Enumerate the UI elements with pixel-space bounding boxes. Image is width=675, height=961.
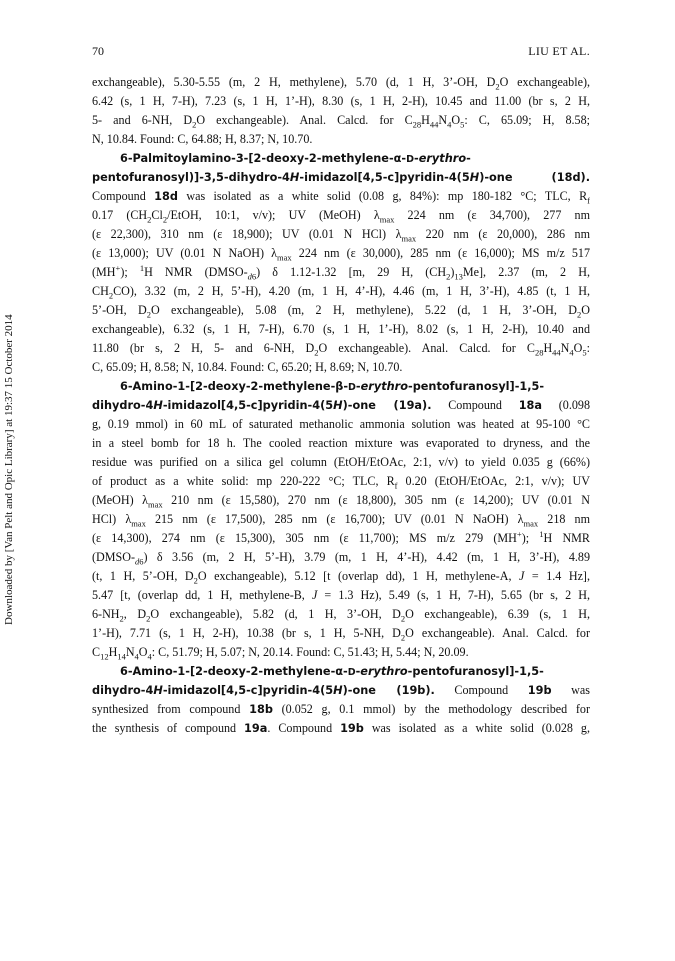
text-segment: N (560, 341, 570, 355)
paragraph-heading-line (92, 662, 590, 681)
paragraph-heading-line (92, 377, 590, 396)
page-header (92, 44, 590, 60)
text-segment: O (581, 303, 590, 317)
text-segment: 14 (117, 651, 126, 662)
text-segment: g, 0.19 mmol) in 60 mL of saturated methanolic ammonia solution was heated at 95-100 °C (92, 417, 590, 431)
text-segment: 210 nm (ε 15,580), 270 nm (ε 18,800), 305 nm (ε 14,200); UV (0.01 N (162, 493, 590, 507)
text-segment: + (516, 529, 522, 539)
text-line (92, 130, 590, 149)
text-segment: , D (123, 607, 147, 621)
text-segment: N (125, 645, 135, 659)
text-segment: = 1.3 Hz), 5.49 (s, 1 H, 7-H), 5.65 (br s, 2 H, (317, 588, 590, 602)
text-segment: 4 (569, 347, 574, 358)
text-segment: 6-Amino-1-[2-deoxy-2-methylene-α- (120, 665, 348, 678)
text-segment: 18b (249, 703, 273, 716)
text-segment: 44 (552, 347, 561, 358)
text-segment: exchangeable), 6.32 (s, 1 H, 7-H), 6.70 (s, 1 H, 1’-H), 8.02 (s, 1 H, 2-H), 10.40 and (92, 322, 590, 336)
text-segment: (MH (92, 265, 116, 279)
text-segment: ) δ 3.56 (m, 2 H, 5’-H), 3.79 (m, 1 H, 4’-H), 4.42 (m, 1 H, 3’-H), 4.89 (143, 550, 590, 564)
page-number: 70 (92, 44, 104, 58)
text-segment: Compound (92, 189, 155, 203)
text-line (92, 700, 590, 719)
text-segment: H NMR (DMSO- (144, 265, 248, 279)
text-segment: 2 (147, 214, 152, 225)
text-segment: 2 (446, 271, 451, 282)
text-segment: max (523, 518, 539, 529)
text-line (92, 320, 590, 339)
text-segment: dihydro-4 (92, 684, 154, 697)
text-segment: max (379, 214, 395, 225)
text-line (92, 548, 590, 567)
text-segment: -imidazol[4,5-c]pyridin-4(5 (162, 684, 334, 697)
text-segment: 215 nm (ε 17,500), 285 nm (ε 16,700); UV (0.01 N NaOH) λ (145, 512, 524, 526)
text-segment: H (333, 399, 343, 412)
text-segment: (ε 13,000); UV (0.01 N NaOH) λ (92, 246, 278, 260)
text-line (92, 643, 590, 662)
text-segment: O (138, 645, 148, 659)
text-segment: 44 (429, 119, 439, 130)
text-segment: 5- and 6-NH, D (92, 113, 193, 127)
text-segment: 28 (534, 347, 544, 358)
text-segment: -imidazol[4,5-c]pyridin-4(5 (162, 399, 334, 412)
text-segment: 6 (251, 271, 257, 282)
text-segment: H (543, 341, 553, 355)
text-segment: 2 (400, 632, 406, 643)
text-line (92, 605, 590, 624)
text-segment: 6-Palmitoylamino-3-[2-deoxy-2-methylene-α- (120, 152, 407, 165)
text-segment: O exchangeable), (499, 75, 590, 89)
text-segment: : C, 65.09; H, 8.58; (464, 113, 590, 127)
text-segment: 11.80 (br s, 2 H, 5- and 6-NH, D (92, 341, 315, 355)
text-segment: D (347, 667, 356, 678)
text-segment: 28 (412, 119, 422, 130)
text-segment: 2 (108, 290, 114, 301)
text-line (92, 491, 590, 510)
text-segment: 13 (454, 271, 463, 282)
text-line (92, 510, 590, 529)
text-line (92, 301, 590, 320)
text-line (92, 73, 590, 92)
text-segment: (ε 22,300), 310 nm (ε 18,900); UV (0.01 N HCl) λ (92, 227, 402, 241)
text-line (92, 586, 590, 605)
text-segment: CO), 3.32 (m, 2 H, 5’-H), 4.20 (m, 1 H, 4’-H), 4.46 (m, 1 H, 3’-H), 4.85 (t, 1 H, (113, 284, 590, 298)
text-segment: Compound (434, 683, 528, 697)
text-segment: O exchangeable), 5.08 (m, 2 H, methylene), 5.22 (d, 1 H, 3’-OH, D (150, 303, 578, 317)
text-line (92, 453, 590, 472)
text-segment: 2 (162, 214, 168, 225)
text-segment: D (348, 382, 356, 393)
text-segment: O exchangeable), 5.82 (d, 1 H, 3’-OH, D (150, 607, 401, 621)
text-segment: O exchangeable), 5.12 [t (overlap dd), 1 H, methylene-A, (197, 569, 519, 583)
text-segment: O (573, 341, 583, 355)
text-segment: 5 (582, 347, 587, 358)
text-line (92, 92, 590, 111)
text-segment: 4 (147, 651, 152, 662)
text-segment: = 1.4 Hz], (524, 569, 590, 583)
text-segment: )-one (18d). (479, 171, 590, 184)
text-segment: erythro (360, 665, 408, 678)
text-segment: O exchangeable). Anal. Calcd. for (405, 626, 590, 640)
text-segment: 6-Amino-1-[2-deoxy-2-methylene-β- (120, 380, 349, 393)
text-line (92, 339, 590, 358)
text-segment: was isolated as a white solid (0.028 g, (363, 721, 590, 735)
text-segment: ); (521, 531, 540, 545)
text-segment: - (466, 152, 471, 165)
text-segment: dihydro-4 (92, 399, 154, 412)
text-segment: H (153, 399, 163, 412)
text-segment: 2 (314, 347, 319, 358)
text-segment: O exchangeable). Anal. Calcd. for C (196, 113, 413, 127)
text-segment: 2 (146, 309, 151, 320)
text-segment: Me], 2.37 (m, 2 H, (462, 265, 590, 279)
text-segment: 2 (495, 81, 500, 92)
text-segment: 224 nm (ε 30,000), 285 nm (ε 16,000); MS m/z 517 (291, 246, 590, 260)
text-segment: HCl) λ (92, 512, 132, 526)
text-segment: + (115, 263, 121, 273)
text-segment: in a steel bomb for 18 h. The cooled reaction mixture was evaporated to dryness, and the (92, 436, 590, 450)
text-segment: H (108, 645, 118, 659)
text-segment: - (414, 152, 419, 165)
text-line (92, 244, 590, 263)
text-segment: 1 (539, 529, 544, 539)
text-segment: H (289, 171, 300, 184)
text-line (92, 282, 590, 301)
text-segment: ) δ 1.12-1.32 [m, 29 H, (CH (256, 265, 447, 279)
text-segment: -imidazol[4,5-c]pyridin-4(5 (299, 171, 470, 184)
text-line (92, 111, 590, 130)
text-segment: f (394, 480, 398, 491)
text-segment: CH (92, 284, 109, 298)
text-segment: (0.098 (542, 398, 590, 412)
text-line (92, 472, 590, 491)
text-line (92, 719, 590, 738)
text-segment: (MeOH) λ (92, 493, 148, 507)
text-segment: 18d (154, 190, 178, 203)
text-segment: J (311, 588, 318, 602)
paragraph-heading-line (92, 149, 590, 168)
text-segment: 0.17 (CH (92, 208, 148, 222)
text-segment: O exchangeable), 6.39 (s, 1 H, (405, 607, 590, 621)
text-segment: - (355, 665, 361, 678)
text-line (92, 358, 590, 377)
text-segment: erythro (418, 152, 467, 165)
text-segment: H (153, 684, 163, 697)
text-segment: synthesized from compound (92, 702, 250, 716)
text-segment: d (135, 556, 140, 567)
text-line (92, 168, 590, 187)
text-line (92, 567, 590, 586)
text-segment: Compound (431, 398, 519, 412)
text-segment: H (333, 684, 343, 697)
text-segment: max (131, 518, 146, 529)
text-segment: : (586, 341, 590, 355)
text-segment: N (438, 113, 448, 127)
text-line (92, 415, 590, 434)
text-segment: max (147, 499, 163, 510)
text-segment: - (355, 380, 361, 393)
text-line (92, 624, 590, 643)
text-segment: max (401, 233, 417, 244)
text-segment: residue was purified on a silica gel column (EtOH/EtOAc, 2:1, v/v) to yield 0.035 g (66%) (92, 455, 590, 469)
text-segment: 12 (100, 651, 109, 662)
text-segment: J (518, 569, 525, 583)
text-segment: 2 (400, 613, 406, 624)
text-segment: ) (450, 265, 455, 279)
text-segment: (0.052 g, 0.1 mmol) by the methodology described for (272, 702, 590, 716)
text-segment: 19a (244, 722, 268, 735)
text-segment: 224 nm (ε 34,700), 277 nm (394, 208, 590, 222)
text-segment: O (451, 113, 461, 127)
text-segment: 0.20 (EtOH/EtOAc, 2:1, v/v); UV (397, 474, 590, 488)
text-line (92, 225, 590, 244)
body-text (92, 73, 590, 738)
text-segment: 18a (518, 399, 543, 412)
text-segment: Cl (151, 208, 163, 222)
text-segment: -pentofuranosyl]-1,5- (407, 665, 544, 678)
text-segment: f (587, 195, 590, 206)
text-line (92, 396, 590, 415)
text-segment: was (551, 683, 590, 697)
text-segment: (DMSO- (92, 550, 136, 564)
text-segment: pentofuranosyl)]-3,5-dihydro-4 (92, 171, 290, 184)
text-line (92, 529, 590, 548)
text-segment: )-one (19a). (342, 399, 432, 412)
text-segment: 2 (119, 613, 124, 624)
text-segment: 2 (146, 613, 151, 624)
text-segment: 2 (193, 575, 198, 586)
text-line (92, 434, 590, 453)
text-segment: of product as a white solid: mp 220-222 °C; TLC, R (92, 474, 395, 488)
running-head: LIU ET AL. (528, 44, 590, 58)
text-segment: 6 (139, 556, 144, 567)
text-segment: H (421, 113, 430, 127)
text-segment: 5 (460, 119, 465, 130)
text-segment: max (277, 252, 292, 263)
text-segment: : C, 51.79; H, 5.07; N, 20.14. Found: C, 51.43; H, 5.44; N, 20.09. (151, 645, 469, 659)
text-segment: )-one (19b). (342, 684, 435, 697)
text-segment: 218 nm (538, 512, 590, 526)
text-segment: . Compound (267, 721, 341, 735)
text-segment: H (469, 171, 480, 184)
text-segment: 2 (192, 119, 197, 130)
text-segment: 6.42 (s, 1 H, 7-H), 7.23 (s, 1 H, 1’-H), 8.30 (s, 1 H, 2-H), 10.45 and 11.00 (br s, 2 H, (92, 94, 590, 108)
text-segment: the synthesis of compound (92, 721, 245, 735)
text-segment: 1’-H), 7.71 (s, 1 H, 2-H), 10.38 (br s, 1 H, 5-NH, D (92, 626, 401, 640)
text-segment: 19b (340, 722, 364, 735)
text-segment: 4 (447, 119, 452, 130)
text-segment: 4 (134, 651, 139, 662)
text-segment: C (92, 645, 101, 659)
text-segment: 5.47 [t, (overlap dd, 1 H, methylene-B, (92, 588, 312, 602)
text-line (92, 206, 590, 225)
text-segment: erythro (360, 380, 408, 393)
text-segment: 1 (139, 263, 145, 273)
text-segment: ); (120, 265, 140, 279)
text-segment: H NMR (543, 531, 590, 545)
text-segment: D (406, 154, 414, 165)
text-line (92, 187, 590, 206)
text-segment: /EtOH, 10:1, v/v); UV (MeOH) λ (167, 208, 380, 222)
text-segment: exchangeable), 5.30-5.55 (m, 2 H, methylene), 5.70 (d, 1 H, 3’-OH, D (92, 75, 496, 89)
text-segment: 19b (527, 684, 552, 697)
text-segment: 2 (577, 309, 582, 320)
text-segment: (ε 14,300), 274 nm (ε 15,300), 305 nm (ε 11,700); MS m/z 279 (MH (92, 531, 517, 545)
text-segment: O exchangeable). Anal. Calcd. for C (318, 341, 535, 355)
text-segment: N, 10.84. Found: C, 64.88; H, 8.37; N, 10.70. (92, 132, 313, 146)
text-segment: 5’-OH, D (92, 303, 147, 317)
text-segment: (t, 1 H, 5’-OH, D (92, 569, 194, 583)
text-line (92, 263, 590, 282)
text-segment: 6-NH (92, 607, 120, 621)
text-segment: -pentofuranosyl]-1,5- (408, 380, 545, 393)
text-segment: d (247, 271, 252, 282)
download-watermark: Downloaded by [Van Pelt and Opic Library] at 19:37 15 October 2014 (3, 314, 15, 626)
text-segment: was isolated as a white solid (0.08 g, 84%): mp 180-182 °C; TLC, R (177, 189, 588, 203)
text-line (92, 681, 590, 700)
text-segment: C, 65.09; H, 8.58; N, 10.84. Found: C, 65.20; H, 8.69; N, 10.70. (92, 360, 403, 374)
text-segment: 220 nm (ε 20,000), 286 nm (416, 227, 590, 241)
